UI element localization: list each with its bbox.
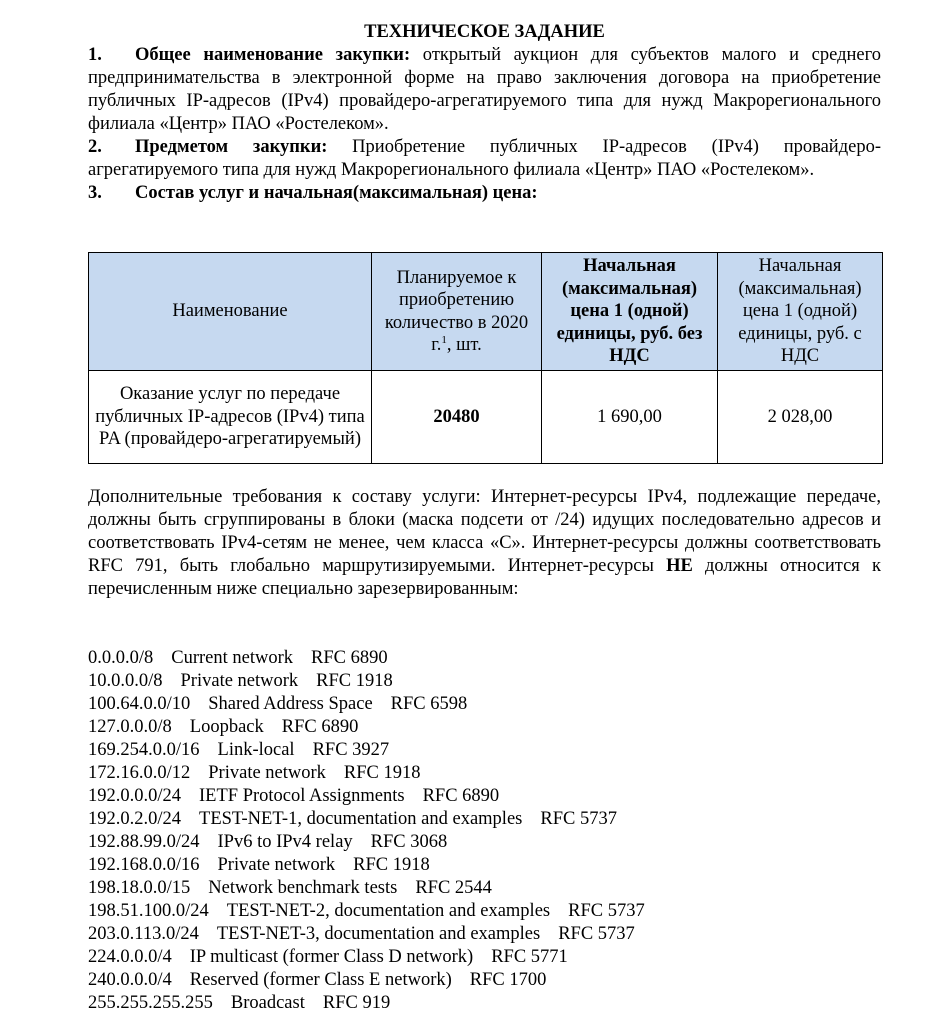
document-page — [88, 20, 882, 1013]
range-desc: Private network — [208, 763, 326, 783]
range-desc: TEST-NET-1, documentation and examples — [199, 809, 523, 829]
range-net: 224.0.0.0/4 — [88, 947, 172, 967]
list-item — [88, 693, 881, 716]
cell-quantity: 20480 — [372, 371, 542, 464]
list-item — [88, 946, 881, 969]
range-net: 198.51.100.0/24 — [88, 901, 209, 921]
range-desc: Loopback — [189, 717, 264, 737]
range-net: 198.18.0.0/15 — [88, 878, 191, 898]
range-desc: Shared Address Space — [208, 694, 373, 714]
range-rfc: RFC 1700 — [469, 970, 547, 990]
range-rfc: RFC 5771 — [491, 947, 568, 967]
range-desc: TEST-NET-3, documentation and examples — [216, 924, 541, 944]
footnote-marker[interactable]: 1 — [441, 333, 447, 346]
additional-requirements-text: Дополнительные требования к составу услуги: Интернет-ресурсы IPv4, подлежащие передаче, должны быть сгруппированы в блоки (маска подсети от /24) идущих последовательно адресов и соответствовать IPv4-сетям не менее, чем класса «С». Интернет-ресурсы должны соответствовать RFC 791, быть глобально маршрутизируемыми. Интернет-ресурсы — [88, 487, 881, 576]
additional-requirements-emphasis: НЕ — [666, 556, 693, 576]
range-rfc: RFC 5737 — [540, 809, 617, 829]
range-desc: Private network — [180, 671, 299, 691]
range-rfc: RFC 1918 — [316, 671, 393, 691]
cell-price-vat: 2 028,00 — [718, 371, 883, 464]
list-item — [88, 716, 881, 739]
range-rfc: RFC 6890 — [311, 648, 388, 668]
range-net: 255.255.255.255 — [88, 993, 213, 1013]
list-item — [88, 877, 881, 900]
header-quantity-unit: , шт. — [446, 335, 482, 355]
range-desc: TEST-NET-2, documentation and examples — [226, 901, 551, 921]
range-desc: Link-local — [217, 740, 295, 760]
range-desc: Network benchmark tests — [208, 878, 398, 898]
range-rfc: RFC 6598 — [390, 694, 468, 714]
range-rfc: RFC 5737 — [568, 901, 645, 921]
range-rfc: RFC 3068 — [370, 832, 448, 852]
list-item — [88, 670, 881, 693]
list-item — [88, 739, 881, 762]
range-rfc: RFC 6890 — [422, 786, 500, 806]
range-desc: Private network — [217, 855, 336, 875]
range-rfc: RFC 1918 — [353, 855, 430, 875]
section-1 — [88, 44, 881, 136]
header-price-vat: Начальная (максимальная) цена 1 (одной) единицы, руб. с НДС — [718, 253, 883, 371]
header-quantity-text: Планируемое к приобретению количество в 2020 г. — [384, 267, 529, 355]
additional-requirements — [88, 486, 881, 601]
additional-requirements-tail: должны относится к перечисленным ниже специально зарезервированным: — [88, 556, 881, 599]
range-net: 127.0.0.0/8 — [88, 717, 172, 737]
section-2-heading: Предметом закупки: — [135, 137, 328, 157]
table-row — [89, 371, 883, 464]
range-net: 169.254.0.0/16 — [88, 740, 200, 760]
range-net: 240.0.0.0/4 — [88, 970, 172, 990]
list-item — [88, 854, 881, 877]
section-1-heading: Общее наименование закупки: — [135, 45, 411, 65]
document-title: ТЕХНИЧЕСКОЕ ЗАДАНИЕ — [364, 22, 605, 42]
list-item — [88, 762, 881, 785]
range-desc: IPv6 to IPv4 relay — [217, 832, 353, 852]
range-rfc: RFC 1918 — [343, 763, 421, 783]
cell-price-no-vat: 1 690,00 — [542, 371, 718, 464]
range-net: 100.64.0.0/10 — [88, 694, 191, 714]
section-3-number: 3. — [88, 183, 102, 203]
range-net: 192.88.99.0/24 — [88, 832, 200, 852]
price-table — [88, 252, 883, 464]
list-item — [88, 831, 881, 854]
header-quantity — [372, 253, 542, 371]
list-item — [88, 647, 881, 670]
reserved-ranges-list — [88, 647, 881, 1015]
range-desc: Broadcast — [230, 993, 305, 1013]
range-net: 172.16.0.0/12 — [88, 763, 191, 783]
section-3 — [88, 182, 881, 205]
range-desc: Current network — [171, 648, 294, 668]
section-2-text: Приобретение публичных IP-адресов (IPv4) провайдеро-агрегатируемого типа для нужд Макрорегионального филиала «Центр» ПАО «Ростелеком». — [88, 137, 881, 180]
section-2 — [88, 136, 881, 182]
range-desc: IP multicast (former Class D network) — [189, 947, 474, 967]
section-1-number: 1. — [88, 45, 102, 65]
list-item — [88, 785, 881, 808]
range-rfc: RFC 3927 — [312, 740, 390, 760]
list-item — [88, 900, 881, 923]
range-desc: Reserved (former Class E network) — [189, 970, 452, 990]
range-rfc: RFC 919 — [322, 993, 391, 1013]
section-2-number: 2. — [88, 137, 102, 157]
cell-name: Оказание услуг по передаче публичных IP-адресов (IPv4) типа PA (провайдеро-агрегатируемый) — [89, 371, 372, 464]
range-net: 0.0.0.0/8 — [88, 648, 154, 668]
range-net: 10.0.0.0/8 — [88, 671, 163, 691]
range-rfc: RFC 2544 — [415, 878, 492, 898]
range-desc: IETF Protocol Assignments — [199, 786, 405, 806]
range-rfc: RFC 6890 — [281, 717, 359, 737]
header-name: Наименование — [89, 253, 372, 371]
list-item — [88, 808, 881, 831]
range-net: 192.0.0.0/24 — [88, 786, 182, 806]
range-net: 192.168.0.0/16 — [88, 855, 200, 875]
range-rfc: RFC 5737 — [558, 924, 635, 944]
list-item — [88, 923, 881, 946]
section-1-text: открытый аукцион для субъектов малого и среднего предпринимательства в электронной форме на право заключения договора на приобретение публичных IP-адресов (IPv4) провайдеро-агрегатируемого типа для нужд Макрорегионального филиала «Центр» ПАО «Ростелеком». — [88, 45, 882, 134]
section-3-heading: Состав услуг и начальная(максимальная) цена: — [135, 183, 538, 203]
range-net: 192.0.2.0/24 — [88, 809, 182, 829]
price-table-header-row — [89, 253, 883, 371]
range-net: 203.0.113.0/24 — [88, 924, 199, 944]
list-item — [88, 969, 881, 992]
list-item — [88, 992, 881, 1015]
header-price-no-vat: Начальная (максимальная) цена 1 (одной) единицы, руб. без НДС — [542, 253, 718, 371]
